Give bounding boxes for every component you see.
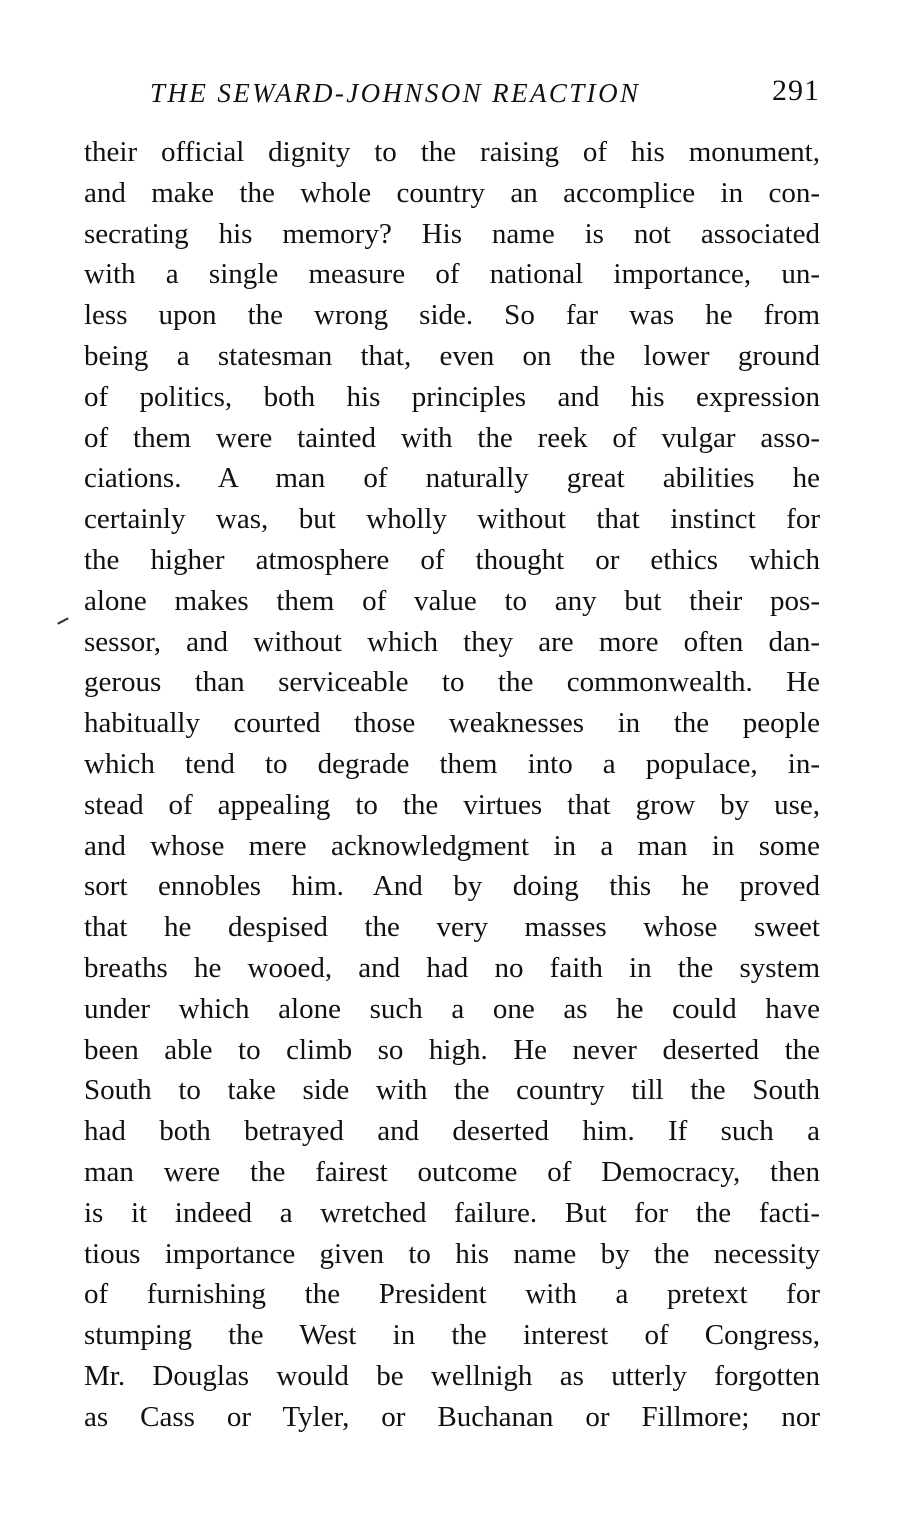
text-line: habitually courted those weaknesses in the people xyxy=(84,707,820,740)
text-line: secrating his memory? His name is not associated xyxy=(84,217,820,250)
margin-tick-mark xyxy=(57,617,69,624)
text-line: stumping the West in the interest of Congress, xyxy=(84,1319,820,1352)
text-line: of politics, both his principles and his expression xyxy=(84,380,820,413)
text-line: certainly was, but wholly without that instinct for xyxy=(84,503,820,536)
page-number: 291 xyxy=(772,74,820,107)
text-line: with a single measure of national importance, un- xyxy=(84,258,820,291)
text-line: stead of appealing to the virtues that grow by use, xyxy=(84,788,820,821)
text-line: which tend to degrade them into a populace, in- xyxy=(84,747,820,780)
text-line: and whose mere acknowledgment in a man in some xyxy=(84,829,820,862)
text-line: as Cass or Tyler, or Buchanan or Fillmore; nor xyxy=(84,1400,820,1433)
text-line: been able to climb so high. He never deserted the xyxy=(84,1033,820,1066)
text-line: had both betrayed and deserted him. If such a xyxy=(84,1115,820,1148)
text-line: breaths he wooed, and had no faith in the system xyxy=(84,951,820,984)
text-line: the higher atmosphere of thought or ethics which xyxy=(84,543,820,576)
text-line: under which alone such a one as he could have xyxy=(84,992,820,1025)
text-line: alone makes them of value to any but their pos- xyxy=(84,584,820,617)
body-text xyxy=(84,132,820,1438)
running-title: THE SEWARD-JOHNSON REACTION xyxy=(150,78,641,108)
text-line: of furnishing the President with a pretext for xyxy=(84,1278,820,1311)
text-line: is it indeed a wretched failure. But for the facti- xyxy=(84,1196,820,1229)
text-line: less upon the wrong side. So far was he from xyxy=(84,299,820,332)
text-line: Mr. Douglas would be wellnigh as utterly forgotten xyxy=(84,1359,820,1392)
text-line: sort ennobles him. And by doing this he proved xyxy=(84,870,820,903)
text-line: ciations. A man of naturally great abilities he xyxy=(84,462,820,495)
text-line: gerous than serviceable to the commonwealth. He xyxy=(84,666,820,699)
text-line: being a statesman that, even on the lower ground xyxy=(84,339,820,372)
text-line: man were the fairest outcome of Democracy, then xyxy=(84,1155,820,1188)
text-line: that he despised the very masses whose sweet xyxy=(84,911,820,944)
text-line: and make the whole country an accomplice in con- xyxy=(84,176,820,209)
running-head xyxy=(150,70,820,118)
text-line: of them were tainted with the reek of vulgar asso- xyxy=(84,421,820,454)
text-line: South to take side with the country till the South xyxy=(84,1074,820,1107)
text-line: tious importance given to his name by the necessity xyxy=(84,1237,820,1270)
text-line: sessor, and without which they are more often dan- xyxy=(84,625,820,658)
text-line: their official dignity to the raising of his monument, xyxy=(84,136,820,168)
